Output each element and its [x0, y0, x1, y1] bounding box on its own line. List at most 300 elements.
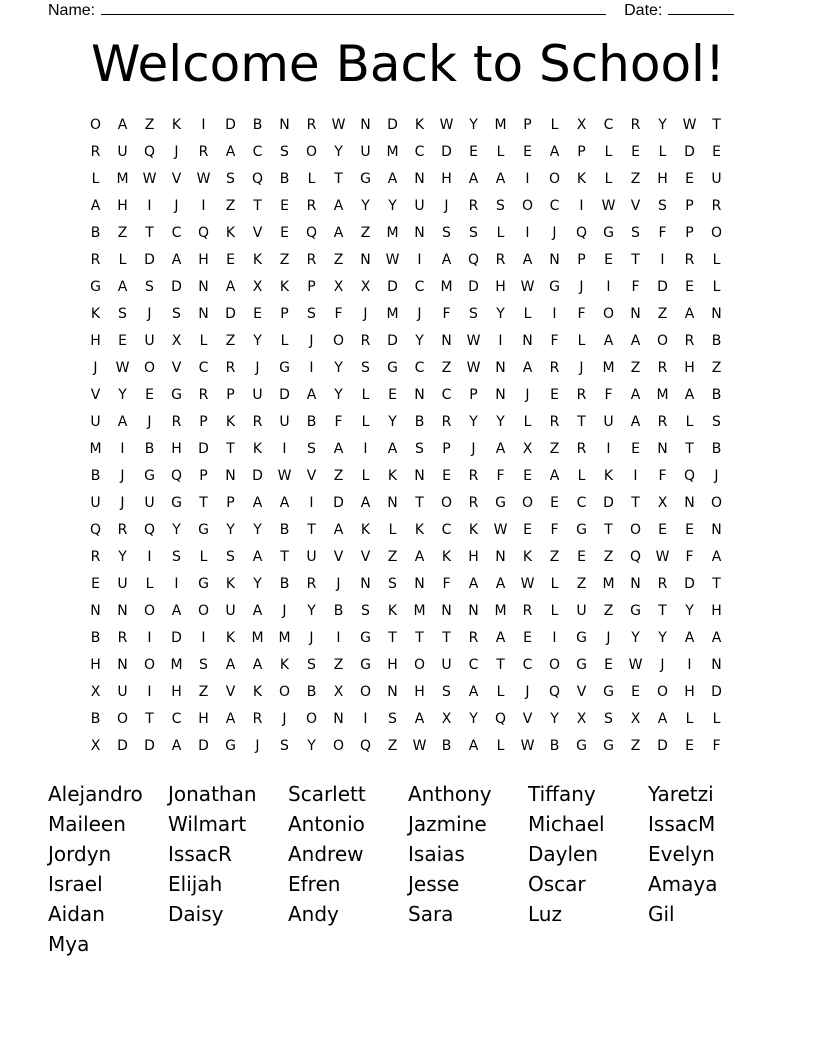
grid-letter: A — [495, 630, 506, 646]
grid-letter: I — [201, 117, 206, 133]
grid-letter: R — [576, 387, 587, 403]
grid-letter: I — [552, 630, 557, 646]
grid-letter: N — [225, 468, 236, 484]
word-bank-item: Scarlett — [288, 782, 366, 806]
grid-letter: A — [603, 333, 614, 349]
grid-letter: S — [172, 549, 181, 565]
grid-letter: P — [577, 144, 586, 160]
grid-letter: H — [441, 171, 452, 187]
grid-letter: W — [439, 117, 454, 133]
grid-letter: D — [657, 279, 668, 295]
grid-letter: K — [441, 549, 452, 565]
grid-letter: D — [279, 387, 290, 403]
grid-letter: C — [252, 144, 263, 160]
grid-letter: P — [199, 468, 208, 484]
grid-letter: R — [711, 198, 722, 214]
grid-letter: I — [417, 252, 422, 268]
grid-letter: E — [118, 333, 127, 349]
grid-letter: R — [495, 252, 506, 268]
word-bank-item: Jordyn — [48, 842, 112, 866]
grid-letter: E — [685, 738, 694, 754]
grid-letter: E — [280, 225, 289, 241]
grid-letter: W — [520, 279, 535, 295]
grid-letter: F — [442, 576, 451, 592]
grid-letter: A — [117, 414, 128, 430]
grid-letter: L — [388, 522, 397, 538]
grid-row — [82, 679, 730, 706]
grid-letter: Z — [603, 603, 614, 619]
grid-row — [82, 193, 730, 220]
grid-letter: N — [657, 441, 668, 457]
grid-letter: J — [120, 495, 125, 511]
grid-letter: H — [90, 657, 101, 673]
grid-letter: A — [522, 360, 533, 376]
grid-letter: O — [710, 225, 723, 241]
grid-letter: A — [657, 711, 668, 727]
grid-letter: W — [142, 171, 157, 187]
grid-letter: T — [577, 414, 586, 430]
grid-letter: A — [684, 306, 695, 322]
grid-letter: P — [226, 387, 235, 403]
grid-letter: Y — [361, 198, 370, 214]
grid-letter: Z — [225, 333, 236, 349]
grid-row — [82, 166, 730, 193]
grid-letter: Z — [441, 360, 452, 376]
grid-letter: R — [306, 198, 317, 214]
grid-letter: G — [171, 495, 182, 511]
grid-letter: L — [118, 252, 127, 268]
grid-letter: Z — [549, 549, 560, 565]
grid-letter: S — [199, 657, 208, 673]
grid-letter: E — [442, 468, 451, 484]
grid-letter: I — [579, 198, 584, 214]
grid-letter: H — [387, 657, 398, 673]
page-title: Welcome Back to School! — [90, 35, 725, 93]
grid-letter: N — [198, 279, 209, 295]
grid-letter: E — [685, 171, 694, 187]
grid-letter: N — [711, 306, 722, 322]
grid-letter: L — [712, 252, 721, 268]
grid-letter: F — [658, 468, 667, 484]
grid-letter: Q — [467, 252, 480, 268]
grid-letter: L — [550, 603, 559, 619]
grid-letter: S — [307, 657, 316, 673]
grid-letter: X — [171, 333, 182, 349]
grid-letter: J — [309, 630, 314, 646]
grid-letter: Z — [279, 252, 290, 268]
grid-letter: E — [604, 657, 613, 673]
grid-letter: M — [413, 603, 426, 619]
grid-letter: L — [577, 468, 586, 484]
grid-letter: T — [442, 630, 451, 646]
grid-letter: V — [306, 468, 317, 484]
grid-letter: I — [309, 360, 314, 376]
grid-letter: A — [468, 738, 479, 754]
grid-letter: B — [549, 738, 560, 754]
grid-letter: M — [278, 630, 291, 646]
grid-letter: A — [279, 495, 290, 511]
word-search-grid — [82, 112, 730, 760]
grid-letter: N — [495, 549, 506, 565]
grid-letter: N — [117, 603, 128, 619]
grid-letter: H — [171, 684, 182, 700]
grid-letter: N — [630, 576, 641, 592]
grid-letter: M — [494, 117, 507, 133]
grid-letter: P — [280, 306, 289, 322]
grid-letter: M — [602, 360, 615, 376]
grid-letter: V — [360, 549, 371, 565]
grid-letter: A — [225, 711, 236, 727]
grid-letter: L — [361, 387, 370, 403]
grid-letter: R — [90, 144, 101, 160]
grid-letter: Q — [575, 225, 588, 241]
grid-letter: O — [413, 657, 426, 673]
grid-letter: N — [90, 603, 101, 619]
grid-letter: L — [523, 306, 532, 322]
grid-letter: O — [359, 684, 372, 700]
grid-letter: D — [144, 738, 155, 754]
grid-letter: X — [90, 684, 101, 700]
grid-letter: H — [684, 360, 695, 376]
grid-letter: Y — [307, 738, 316, 754]
grid-letter: W — [655, 549, 670, 565]
grid-letter: N — [468, 603, 479, 619]
grid-letter: T — [388, 630, 397, 646]
grid-letter: B — [306, 684, 317, 700]
grid-letter: D — [144, 252, 155, 268]
grid-letter: M — [251, 630, 264, 646]
grid-letter: A — [252, 549, 263, 565]
grid-letter: P — [577, 252, 586, 268]
grid-letter: H — [117, 198, 128, 214]
grid-letter: T — [685, 441, 694, 457]
grid-letter: R — [117, 522, 128, 538]
grid-letter: E — [685, 522, 694, 538]
grid-letter: E — [226, 252, 235, 268]
grid-letter: P — [307, 279, 316, 295]
grid-letter: N — [360, 252, 371, 268]
grid-letter: I — [687, 657, 692, 673]
grid-letter: A — [495, 576, 506, 592]
grid-letter: A — [117, 279, 128, 295]
grid-letter: V — [576, 684, 587, 700]
grid-letter: R — [117, 630, 128, 646]
grid-letter: K — [225, 576, 236, 592]
grid-letter: J — [471, 441, 476, 457]
grid-letter: B — [144, 441, 155, 457]
grid-letter: N — [360, 117, 371, 133]
grid-letter: J — [552, 225, 557, 241]
grid-letter: W — [196, 171, 211, 187]
grid-letter: G — [603, 684, 614, 700]
grid-letter: S — [361, 603, 370, 619]
grid-letter: R — [90, 549, 101, 565]
grid-letter: K — [252, 441, 263, 457]
grid-letter: W — [115, 360, 130, 376]
grid-letter: H — [468, 549, 479, 565]
word-bank-item: IssacM — [648, 812, 716, 836]
grid-letter: I — [498, 333, 503, 349]
grid-letter: F — [685, 549, 694, 565]
grid-letter: A — [684, 630, 695, 646]
grid-letter: N — [684, 495, 695, 511]
grid-letter: J — [444, 198, 449, 214]
grid-letter: A — [252, 657, 263, 673]
grid-letter: X — [360, 279, 371, 295]
grid-letter: E — [604, 252, 613, 268]
grid-letter: B — [333, 603, 344, 619]
grid-letter: D — [387, 333, 398, 349]
grid-letter: R — [468, 630, 479, 646]
grid-letter: Y — [658, 630, 667, 646]
word-bank-item: Aidan — [48, 902, 105, 926]
grid-letter: T — [658, 603, 667, 619]
grid-letter: L — [712, 279, 721, 295]
grid-letter: D — [198, 441, 209, 457]
grid-letter: M — [386, 144, 399, 160]
grid-letter: I — [336, 630, 341, 646]
grid-letter: Y — [388, 198, 397, 214]
grid-letter: S — [118, 306, 127, 322]
grid-letter: K — [387, 468, 398, 484]
grid-letter: G — [171, 387, 182, 403]
grid-letter: N — [333, 711, 344, 727]
grid-letter: G — [576, 738, 587, 754]
grid-letter: U — [90, 414, 101, 430]
grid-letter: Q — [548, 684, 561, 700]
grid-letter: G — [387, 360, 398, 376]
grid-letter: D — [657, 738, 668, 754]
grid-letter: K — [252, 252, 263, 268]
grid-letter: E — [91, 576, 100, 592]
grid-letter: P — [685, 225, 694, 241]
grid-letter: Q — [143, 144, 156, 160]
grid-letter: V — [171, 360, 182, 376]
grid-letter: E — [712, 144, 721, 160]
grid-letter: T — [631, 252, 640, 268]
grid-letter: L — [307, 171, 316, 187]
word-bank-item: Antonio — [288, 812, 365, 836]
grid-letter: Y — [307, 603, 316, 619]
grid-letter: L — [496, 738, 505, 754]
grid-letter: A — [630, 387, 641, 403]
grid-letter: D — [387, 279, 398, 295]
grid-letter: K — [252, 684, 263, 700]
grid-letter: N — [387, 684, 398, 700]
grid-letter: Z — [387, 738, 398, 754]
grid-letter: I — [147, 549, 152, 565]
grid-letter: Y — [226, 522, 235, 538]
grid-letter: G — [576, 630, 587, 646]
grid-letter: D — [198, 738, 209, 754]
grid-letter: K — [360, 522, 371, 538]
grid-letter: X — [657, 495, 668, 511]
grid-letter: T — [334, 171, 343, 187]
grid-letter: A — [90, 198, 101, 214]
grid-letter: Z — [630, 738, 641, 754]
grid-letter: T — [712, 117, 721, 133]
word-bank-item: Israel — [48, 872, 103, 896]
grid-letter: V — [90, 387, 101, 403]
grid-letter: X — [576, 711, 587, 727]
grid-letter: N — [441, 333, 452, 349]
word-bank-item: Jonathan — [168, 782, 257, 806]
grid-letter: L — [496, 225, 505, 241]
grid-letter: H — [90, 333, 101, 349]
grid-letter: L — [361, 468, 370, 484]
grid-letter: Z — [333, 468, 344, 484]
grid-letter: K — [90, 306, 101, 322]
grid-letter: R — [522, 603, 533, 619]
grid-letter: J — [714, 468, 719, 484]
grid-letter: L — [523, 414, 532, 430]
grid-letter: G — [90, 279, 101, 295]
grid-letter: V — [522, 711, 533, 727]
grid-letter: M — [440, 279, 453, 295]
grid-letter: G — [576, 657, 587, 673]
grid-letter: A — [468, 684, 479, 700]
grid-letter: N — [414, 576, 425, 592]
grid-row — [82, 274, 730, 301]
grid-letter: S — [604, 711, 613, 727]
grid-row — [82, 112, 730, 139]
grid-letter: S — [280, 144, 289, 160]
grid-letter: K — [279, 657, 290, 673]
grid-letter: U — [144, 495, 155, 511]
grid-letter: Z — [144, 117, 155, 133]
date-blank — [668, 0, 734, 15]
grid-letter: S — [226, 171, 235, 187]
grid-letter: N — [522, 333, 533, 349]
grid-letter: Y — [334, 360, 343, 376]
grid-letter: V — [630, 198, 641, 214]
grid-letter: S — [415, 441, 424, 457]
grid-letter: L — [685, 711, 694, 727]
grid-letter: Z — [711, 360, 722, 376]
grid-letter: Y — [469, 117, 478, 133]
grid-letter: F — [496, 468, 505, 484]
grid-letter: I — [201, 198, 206, 214]
grid-letter: T — [415, 495, 424, 511]
grid-letter: L — [496, 684, 505, 700]
grid-letter: C — [576, 495, 587, 511]
word-bank-item: Yaretzi — [648, 782, 714, 806]
grid-letter: I — [120, 441, 125, 457]
grid-letter: U — [90, 495, 101, 511]
grid-letter: R — [468, 468, 479, 484]
grid-letter: F — [631, 279, 640, 295]
grid-letter: Z — [333, 252, 344, 268]
grid-letter: Y — [172, 522, 181, 538]
grid-letter: A — [441, 252, 452, 268]
grid-letter: E — [523, 144, 532, 160]
grid-row — [82, 544, 730, 571]
grid-letter: J — [282, 711, 287, 727]
grid-letter: T — [199, 495, 208, 511]
grid-letter: E — [685, 279, 694, 295]
grid-letter: N — [117, 657, 128, 673]
grid-letter: L — [361, 414, 370, 430]
grid-letter: E — [523, 522, 532, 538]
grid-letter: Q — [197, 225, 210, 241]
word-bank-item: Sara — [408, 902, 454, 926]
grid-letter: J — [147, 414, 152, 430]
grid-letter: K — [522, 549, 533, 565]
grid-letter: A — [495, 441, 506, 457]
grid-letter: P — [469, 387, 478, 403]
grid-letter: V — [333, 549, 344, 565]
grid-letter: B — [279, 522, 290, 538]
grid-letter: R — [306, 252, 317, 268]
grid-letter: Y — [550, 711, 559, 727]
grid-letter: R — [657, 414, 668, 430]
grid-row — [82, 598, 730, 625]
grid-letter: S — [442, 684, 451, 700]
grid-letter: P — [442, 441, 451, 457]
grid-letter: K — [468, 522, 479, 538]
grid-letter: T — [712, 576, 721, 592]
grid-letter: I — [147, 630, 152, 646]
grid-letter: O — [710, 495, 723, 511]
grid-letter: D — [171, 279, 182, 295]
grid-letter: Z — [198, 684, 209, 700]
grid-letter: B — [306, 414, 317, 430]
grid-letter: A — [711, 630, 722, 646]
grid-letter: I — [309, 495, 314, 511]
grid-letter: X — [90, 738, 101, 754]
word-bank-item: Maileen — [48, 812, 126, 836]
grid-letter: D — [603, 495, 614, 511]
grid-letter: R — [441, 414, 452, 430]
grid-letter: K — [225, 630, 236, 646]
grid-letter: S — [307, 441, 316, 457]
grid-letter: N — [495, 387, 506, 403]
grid-letter: A — [333, 225, 344, 241]
grid-letter: W — [385, 252, 400, 268]
grid-letter: W — [601, 198, 616, 214]
grid-letter: O — [305, 711, 318, 727]
grid-letter: J — [579, 279, 584, 295]
grid-letter: A — [225, 657, 236, 673]
grid-letter: E — [631, 144, 640, 160]
grid-letter: M — [494, 603, 507, 619]
grid-letter: T — [496, 657, 505, 673]
grid-letter: A — [252, 495, 263, 511]
grid-letter: A — [333, 441, 344, 457]
header-line — [48, 0, 748, 20]
grid-letter: U — [711, 171, 722, 187]
grid-letter: Y — [118, 549, 127, 565]
grid-letter: N — [711, 522, 722, 538]
grid-letter: O — [548, 171, 561, 187]
grid-letter: B — [279, 576, 290, 592]
grid-letter: A — [306, 387, 317, 403]
grid-letter: E — [631, 684, 640, 700]
grid-letter: G — [279, 360, 290, 376]
grid-letter: B — [252, 117, 263, 133]
word-bank-item: Alejandro — [48, 782, 143, 806]
grid-letter: U — [576, 603, 587, 619]
grid-letter: V — [252, 225, 263, 241]
grid-letter: U — [360, 144, 371, 160]
grid-letter: N — [630, 306, 641, 322]
grid-letter: N — [387, 495, 398, 511]
grid-letter: J — [309, 333, 314, 349]
grid-letter: K — [387, 603, 398, 619]
grid-letter: D — [387, 117, 398, 133]
grid-letter: P — [523, 117, 532, 133]
grid-letter: G — [360, 171, 371, 187]
